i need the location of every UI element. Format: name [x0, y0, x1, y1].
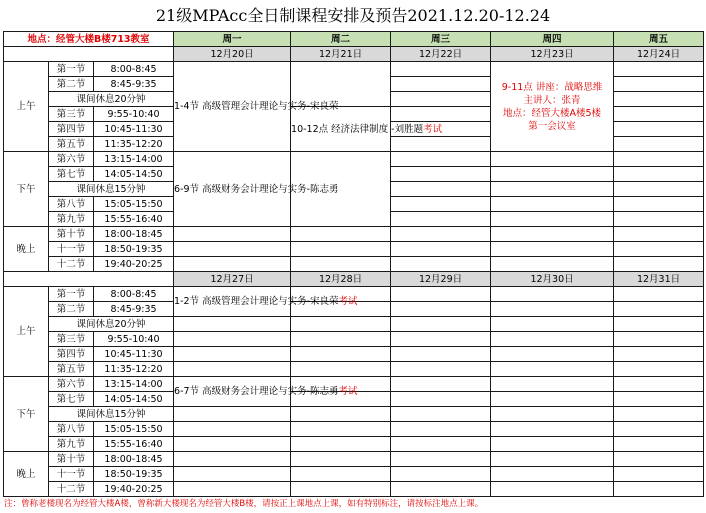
empty-cell	[174, 452, 291, 467]
empty-cell	[491, 452, 614, 467]
date-cell: 12月24日	[614, 47, 704, 62]
empty-cell	[174, 257, 291, 272]
empty-cell	[391, 212, 491, 227]
table-row	[4, 452, 704, 467]
slot-time: 18:50-19:35	[94, 467, 174, 482]
empty-cell	[391, 407, 491, 422]
slot-label: 第四节	[49, 122, 94, 137]
day-header-row	[4, 32, 704, 47]
empty-cell	[614, 92, 704, 107]
slot-time: 14:05-14:50	[94, 392, 174, 407]
empty-cell	[614, 107, 704, 122]
slot-label: 第三节	[49, 332, 94, 347]
empty-cell	[291, 407, 391, 422]
empty-cell	[174, 362, 291, 377]
empty-cell	[391, 167, 491, 182]
empty-cell	[614, 62, 704, 77]
slot-label: 第二节	[49, 302, 94, 317]
empty-cell	[391, 287, 491, 302]
slot-label: 十二节	[49, 257, 94, 272]
slot-time: 11:35-12:20	[94, 137, 174, 152]
course-cell	[174, 62, 339, 152]
empty-cell	[491, 332, 614, 347]
slot-time: 19:40-20:25	[94, 482, 174, 497]
table-row	[4, 362, 704, 377]
slot-time: 10:45-11:30	[94, 122, 174, 137]
empty-cell	[614, 362, 704, 377]
footer-note: 注：曾称老楼现名为经管大楼A楼，曾称新大楼现名为经管大楼B楼，请按正上课地点上课，如有特别标注，请按标注地点上课。	[4, 499, 484, 509]
schedule-table	[3, 31, 704, 497]
empty-cell	[174, 437, 291, 452]
empty-cell	[491, 407, 614, 422]
empty-cell	[391, 197, 491, 212]
slot-label: 十一节	[49, 242, 94, 257]
table-row	[4, 407, 704, 422]
table-row	[4, 257, 704, 272]
date-cell: 12月28日	[291, 272, 391, 287]
empty-cell	[491, 422, 614, 437]
day-header-mon: 周一	[174, 32, 291, 47]
course-text: 6-9节 高级财务会计理论与实务-陈志勇	[174, 183, 339, 195]
empty-cell	[491, 197, 614, 212]
exam-label: 考试	[423, 123, 443, 135]
empty-cell	[614, 437, 704, 452]
slot-time: 8:45-9:35	[94, 77, 174, 92]
empty-cell	[391, 242, 491, 257]
empty-cell	[491, 347, 614, 362]
slot-time: 10:45-11:30	[94, 347, 174, 362]
day-header-wed: 周三	[391, 32, 491, 47]
empty-cell	[614, 197, 704, 212]
empty-cell	[291, 257, 391, 272]
empty-cell	[491, 242, 614, 257]
empty-cell	[391, 362, 491, 377]
empty-cell	[174, 407, 291, 422]
empty-cell	[491, 467, 614, 482]
slot-label: 十一节	[49, 467, 94, 482]
week2-date-row	[4, 272, 704, 287]
blank-cell	[4, 272, 174, 287]
period-label-afternoon: 下午	[4, 152, 49, 227]
exam-label: 考试	[338, 296, 358, 307]
empty-cell	[491, 392, 614, 407]
empty-cell	[614, 347, 704, 362]
slot-label: 十二节	[49, 482, 94, 497]
empty-cell	[614, 137, 704, 152]
empty-cell	[174, 347, 291, 362]
empty-cell	[391, 227, 491, 242]
empty-cell	[614, 317, 704, 332]
empty-cell	[614, 482, 704, 497]
slot-time: 18:00-18:45	[94, 452, 174, 467]
empty-cell	[391, 107, 491, 122]
empty-cell	[614, 332, 704, 347]
empty-cell	[614, 122, 704, 137]
empty-cell	[174, 467, 291, 482]
location-label: 地点：经管大楼B楼713教室	[4, 32, 174, 47]
empty-cell	[491, 362, 614, 377]
empty-cell	[391, 77, 491, 92]
empty-cell	[491, 377, 614, 392]
empty-cell	[291, 332, 391, 347]
empty-cell	[291, 422, 391, 437]
date-cell: 12月29日	[391, 272, 491, 287]
empty-cell	[614, 407, 704, 422]
slot-label: 第七节	[49, 167, 94, 182]
day-header-tue: 周二	[291, 32, 391, 47]
date-cell: 12月27日	[174, 272, 291, 287]
empty-cell	[291, 317, 391, 332]
empty-cell	[391, 437, 491, 452]
slot-time: 9:55-10:40	[94, 332, 174, 347]
empty-cell	[614, 182, 704, 197]
empty-cell	[614, 242, 704, 257]
slot-time: 13:15-14:00	[94, 152, 174, 167]
empty-cell	[291, 62, 391, 107]
period-label-morning: 上午	[4, 62, 49, 152]
page-title: 21级MPAcc全日制课程安排及预告2021.12.20-12.24	[155, 6, 551, 25]
slot-time: 15:55-16:40	[94, 212, 174, 227]
course-text: 1-2节 高级管理会计理论与实务-宋良荣	[174, 296, 339, 307]
empty-cell	[491, 317, 614, 332]
empty-cell	[291, 227, 391, 242]
slot-label: 第七节	[49, 392, 94, 407]
table-row	[4, 377, 704, 392]
empty-cell	[391, 422, 491, 437]
table-row	[4, 317, 704, 332]
lecture-room: 第一会议室	[528, 120, 576, 132]
empty-cell	[391, 152, 491, 167]
slot-label: 第一节	[49, 287, 94, 302]
course-text: 6-7节 高级财务会计理论与实务-陈志勇	[174, 386, 339, 397]
empty-cell	[391, 302, 491, 317]
day-header-thu: 周四	[491, 32, 614, 47]
empty-cell	[491, 152, 614, 167]
date-cell: 12月20日	[174, 47, 291, 62]
lecture-speaker: 主讲人：张青	[523, 94, 581, 106]
empty-cell	[391, 137, 491, 152]
slot-label: 第十节	[49, 452, 94, 467]
period-label-afternoon: 下午	[4, 377, 49, 452]
empty-cell	[391, 467, 491, 482]
slot-label: 第四节	[49, 347, 94, 362]
empty-cell	[614, 392, 704, 407]
empty-cell	[391, 392, 491, 407]
table-row	[4, 437, 704, 452]
course-cell	[174, 287, 358, 317]
table-row	[4, 62, 704, 77]
empty-cell	[614, 167, 704, 182]
empty-cell	[614, 227, 704, 242]
empty-cell	[391, 62, 491, 77]
empty-cell	[614, 152, 704, 167]
slot-label: 第八节	[49, 197, 94, 212]
empty-cell	[174, 317, 291, 332]
slot-label: 第二节	[49, 77, 94, 92]
table-row	[4, 242, 704, 257]
empty-cell	[614, 377, 704, 392]
empty-cell	[291, 467, 391, 482]
slot-time: 19:40-20:25	[94, 257, 174, 272]
empty-cell	[491, 212, 614, 227]
empty-cell	[614, 287, 704, 302]
slot-label: 第九节	[49, 212, 94, 227]
period-label-evening: 晚上	[4, 227, 49, 272]
table-row	[4, 422, 704, 437]
slot-label: 第五节	[49, 137, 94, 152]
date-cell: 12月23日	[491, 47, 614, 62]
slot-time: 11:35-12:20	[94, 362, 174, 377]
empty-cell	[174, 422, 291, 437]
break-label: 课间休息15分钟	[49, 407, 174, 422]
course-cell	[174, 377, 358, 407]
blank-cell	[4, 47, 174, 62]
slot-time: 13:15-14:00	[94, 377, 174, 392]
empty-cell	[291, 452, 391, 467]
slot-time: 18:50-19:35	[94, 242, 174, 257]
empty-cell	[614, 452, 704, 467]
empty-cell	[291, 347, 391, 362]
slot-time: 8:00-8:45	[94, 287, 174, 302]
break-label: 课间休息20分钟	[49, 317, 174, 332]
date-cell: 12月22日	[391, 47, 491, 62]
slot-label: 第九节	[49, 437, 94, 452]
slot-label: 第十节	[49, 227, 94, 242]
slot-time: 14:05-14:50	[94, 167, 174, 182]
empty-cell	[614, 422, 704, 437]
slot-label: 第六节	[49, 377, 94, 392]
empty-cell	[391, 452, 491, 467]
slot-label: 第六节	[49, 152, 94, 167]
date-cell: 12月21日	[291, 47, 391, 62]
empty-cell	[614, 77, 704, 92]
empty-cell	[391, 482, 491, 497]
empty-cell	[391, 257, 491, 272]
empty-cell	[614, 212, 704, 227]
table-row	[4, 347, 704, 362]
table-row	[4, 332, 704, 347]
empty-cell	[614, 467, 704, 482]
week1-date-row	[4, 47, 704, 62]
break-label: 课间休息15分钟	[49, 182, 174, 197]
empty-cell	[291, 242, 391, 257]
empty-cell	[391, 92, 491, 107]
slot-label: 第五节	[49, 362, 94, 377]
empty-cell	[391, 317, 491, 332]
slot-label: 第八节	[49, 422, 94, 437]
table-row	[4, 482, 704, 497]
empty-cell	[291, 437, 391, 452]
date-cell: 12月31日	[614, 272, 704, 287]
break-label: 课间休息20分钟	[49, 92, 174, 107]
slot-time: 15:05-15:50	[94, 197, 174, 212]
empty-cell	[491, 482, 614, 497]
course-text: 10-12点 经济法律制度 -刘胜题	[291, 123, 424, 135]
table-row	[4, 287, 704, 302]
empty-cell	[174, 332, 291, 347]
slot-time: 8:45-9:35	[94, 302, 174, 317]
empty-cell	[491, 257, 614, 272]
slot-time: 18:00-18:45	[94, 227, 174, 242]
empty-cell	[174, 242, 291, 257]
empty-cell	[491, 227, 614, 242]
slot-label: 第三节	[49, 107, 94, 122]
empty-cell	[391, 182, 491, 197]
course-text: 1-4节 高级管理会计理论与实务-宋良荣	[174, 101, 339, 112]
slot-time: 15:55-16:40	[94, 437, 174, 452]
empty-cell	[174, 482, 291, 497]
course-cell	[291, 107, 443, 152]
slot-time: 15:05-15:50	[94, 422, 174, 437]
empty-cell	[391, 347, 491, 362]
empty-cell	[174, 227, 291, 242]
course-cell	[174, 152, 339, 227]
day-header-fri: 周五	[614, 32, 704, 47]
lecture-cell	[491, 62, 614, 152]
empty-cell	[491, 302, 614, 317]
slot-time: 9:55-10:40	[94, 107, 174, 122]
exam-label: 考试	[338, 386, 358, 397]
empty-cell	[491, 287, 614, 302]
empty-cell	[291, 362, 391, 377]
period-label-evening: 晚上	[4, 452, 49, 497]
slot-label: 第一节	[49, 62, 94, 77]
table-row	[4, 227, 704, 242]
lecture-location: 地点：经管大楼A楼5楼	[503, 107, 602, 119]
empty-cell	[491, 182, 614, 197]
empty-cell	[391, 377, 491, 392]
empty-cell	[491, 167, 614, 182]
slot-time: 8:00-8:45	[94, 62, 174, 77]
empty-cell	[491, 437, 614, 452]
table-row	[4, 152, 704, 167]
date-cell: 12月30日	[491, 272, 614, 287]
empty-cell	[291, 482, 391, 497]
period-label-morning: 上午	[4, 287, 49, 377]
table-row	[4, 467, 704, 482]
empty-cell	[391, 332, 491, 347]
empty-cell	[614, 257, 704, 272]
empty-cell	[614, 302, 704, 317]
lecture-title: 9-11点 讲座：战略思维	[501, 81, 603, 93]
